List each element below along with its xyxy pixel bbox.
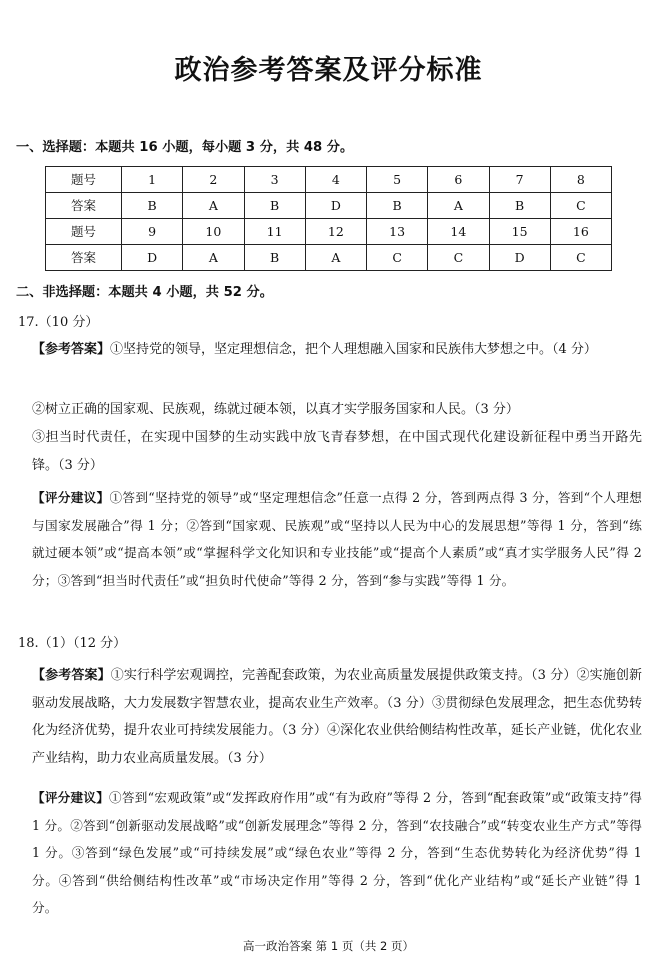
page-footer: 高一政治答案 第 1 页（共 2 页） bbox=[243, 939, 414, 953]
q17-answer-3: ③担当时代责任，在实现中国梦的生动实践中放飞青春梦想，在中国式现代化建设新征程中勇当开路先锋。（3 分） bbox=[32, 430, 642, 473]
question-17-heading: 17.（10 分） bbox=[18, 315, 99, 330]
q18-answer-tag: 【参考答案】 bbox=[32, 668, 111, 683]
table-row-header: 题号 bbox=[46, 219, 122, 245]
table-cell: 10 bbox=[183, 219, 244, 245]
table-cell: B bbox=[122, 193, 183, 219]
table-cell: 1 bbox=[122, 167, 183, 193]
table-cell: C bbox=[550, 245, 611, 271]
table-cell: 15 bbox=[489, 219, 550, 245]
table-cell: 6 bbox=[428, 167, 489, 193]
q17-answer-2: ②树立正确的国家观、民族观，练就过硬本领，以真才实学服务国家和人民。（3 分） bbox=[32, 402, 519, 417]
table-row-header: 答案 bbox=[46, 193, 122, 219]
table-cell: 8 bbox=[550, 167, 611, 193]
table-cell: D bbox=[489, 245, 550, 271]
q17-answer-tag: 【参考答案】 bbox=[32, 342, 111, 357]
table-cell: C bbox=[428, 245, 489, 271]
q18-answer bbox=[32, 662, 642, 772]
table-cell: 14 bbox=[428, 219, 489, 245]
table-cell: 7 bbox=[489, 167, 550, 193]
table-cell: 12 bbox=[305, 219, 366, 245]
table-row bbox=[46, 245, 612, 271]
table-cell: A bbox=[183, 193, 244, 219]
q17-answer-1-text: ①坚持党的领导，坚定理想信念，把个人理想融入国家和民族伟大梦想之中。（4 分） bbox=[110, 342, 597, 357]
table-cell: 3 bbox=[244, 167, 305, 193]
table-cell: A bbox=[305, 245, 366, 271]
q18-suggestion-tag: 【评分建议】 bbox=[32, 790, 110, 805]
table-cell: 11 bbox=[244, 219, 305, 245]
q17-suggestion-tag: 【评分建议】 bbox=[32, 490, 110, 505]
table-row bbox=[46, 167, 612, 193]
section-heading-choice: 一、选择题：本题共 16 小题，每小题 3 分，共 48 分。 bbox=[16, 140, 354, 155]
q18-suggestion bbox=[32, 784, 642, 922]
q17-answer-1 bbox=[32, 336, 642, 364]
q18-suggestion-text: ①答到“宏观政策”或“发挥政府作用”或“有为政府”等得 2 分，答到“配套政策”或“政策支持”得 1 分。②答到“创新驱动发展战略”或“创新发展理念”等得 2 分，答到“农技融合”或“转变农业生产方式”等得 1 分。③答到“绿色发展”或“可持续发展”或“绿色农业”等得 2 分，答到“生态优势转化为经济优势”得 1 分。④答到“供给侧结构性改革”或“市场决定作用”等得 2 分，答到“优化产业结构”或“延长产业链”得 1 分。 bbox=[32, 790, 642, 915]
q17-suggestion-text: ①答到“坚持党的领导”或“坚定理想信念”任意一点得 2 分，答到两点得 3 分，答到“个人理想与国家发展融合”得 1 分；②答到“国家观、民族观”或“坚持以人民为中心的发展思想”等得 1 分，答到“练就过硬本领”或“提高本领”或“掌握科学文化知识和专业技能”或“提高个人素质”或“真才实学服务人民”得 2 分；③答到“担当时代责任”或“担负时代使命”等得 2 分，答到“参与实践”等得 1 分。 bbox=[32, 490, 642, 588]
question-18-heading: 18.（1）（12 分） bbox=[18, 636, 127, 651]
table-cell: 2 bbox=[183, 167, 244, 193]
page-title: 政治参考答案及评分标准 bbox=[174, 55, 483, 86]
table-cell: C bbox=[367, 245, 428, 271]
section-heading-nonchoice: 二、非选择题：本题共 4 小题，共 52 分。 bbox=[16, 285, 273, 300]
table-cell: A bbox=[428, 193, 489, 219]
table-cell: A bbox=[183, 245, 244, 271]
table-cell: 4 bbox=[305, 167, 366, 193]
q17-suggestion bbox=[32, 484, 642, 594]
table-cell: C bbox=[550, 193, 611, 219]
table-cell: B bbox=[244, 245, 305, 271]
table-cell: 9 bbox=[122, 219, 183, 245]
table-cell: 16 bbox=[550, 219, 611, 245]
table-cell: D bbox=[122, 245, 183, 271]
table-cell: 13 bbox=[367, 219, 428, 245]
table-cell: B bbox=[244, 193, 305, 219]
q18-answer-text: ①实行科学宏观调控，完善配套政策，为农业高质量发展提供政策支持。（3 分）②实施创新驱动发展战略，大力发展数字智慧农业，提高农业生产效率。（3 分）③贯彻绿色发展理念，把生态优势转化为经济优势，提升农业可持续发展能力。（3 分）④深化农业供给侧结构性改革，延长产业链，优化农业产业结构，助力农业高质量发展。（3 分） bbox=[32, 668, 642, 766]
table-row bbox=[46, 219, 612, 245]
answer-table bbox=[45, 166, 612, 271]
table-cell: B bbox=[367, 193, 428, 219]
table-cell: B bbox=[489, 193, 550, 219]
table-cell: 5 bbox=[367, 167, 428, 193]
table-cell: D bbox=[305, 193, 366, 219]
table-row bbox=[46, 193, 612, 219]
table-row-header: 答案 bbox=[46, 245, 122, 271]
table-row-header: 题号 bbox=[46, 167, 122, 193]
